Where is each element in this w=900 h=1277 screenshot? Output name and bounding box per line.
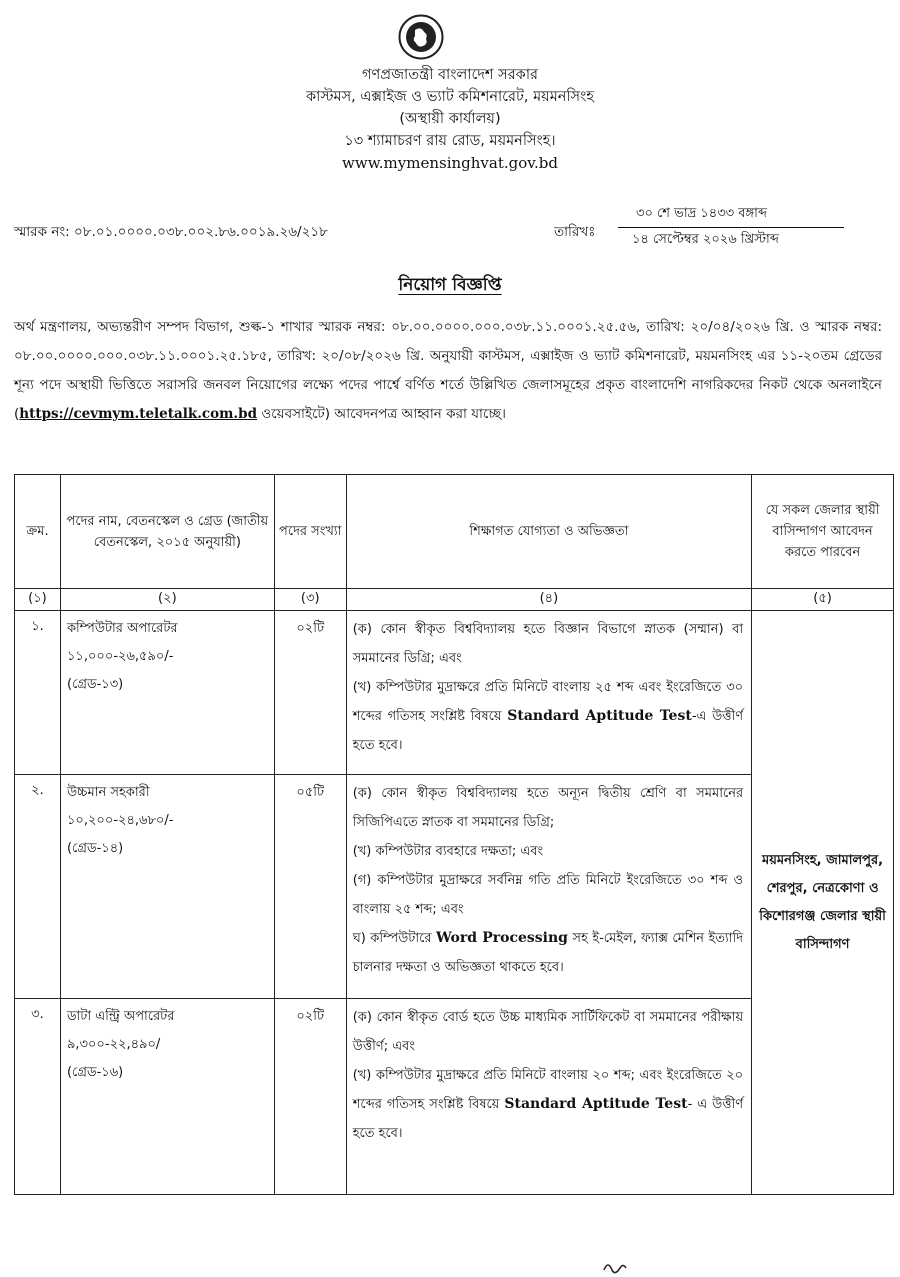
qualification-item: (গ) কম্পিউটার মুদ্রাক্ষরে সর্বনিম্ন গতি প্রতি মিনিটে ইংরেজিতে ৩০ শব্দ ও বাংলায় ২৫ শব্দ; এবং xyxy=(352,873,744,917)
table-header-row xyxy=(15,475,894,589)
row-qualification xyxy=(346,775,751,999)
date-label: তারিখঃ xyxy=(554,224,596,240)
row-qualification xyxy=(346,611,751,775)
qualification-text: (খ) কম্পিউটার মুদ্রাক্ষরে প্রতি মিনিটে বাংলায় ২০ শব্দ; এবং ইংরেজিতে ২০ শব্দের গতিসহ সংশ্লিষ্ট বিষয়ে xyxy=(352,1068,744,1112)
qualification-item xyxy=(353,924,743,982)
post-scale: ১০,২০০-২৪,৬৮০/- xyxy=(66,813,174,828)
notice-title-wrap xyxy=(0,272,900,300)
qualification-text: -এ উত্তীর্ণ হতে হবে। xyxy=(352,709,744,753)
col-number: (৪) xyxy=(346,589,751,611)
date-gregorian: ১৪ সেপ্টেম্বর ২০২৬ খ্রিস্টাব্দ xyxy=(632,232,779,247)
col-number: (৫) xyxy=(752,589,894,611)
date-block xyxy=(618,204,844,249)
row-post xyxy=(60,775,274,999)
qualification-text: ঘ) কম্পিউটারে xyxy=(352,931,436,946)
post-grade: (গ্রেড-১৬) xyxy=(66,1065,124,1080)
post-count: ০৫টি xyxy=(274,775,346,999)
post-name: ডাটা এন্ট্রি অপারেটর xyxy=(66,1009,175,1024)
table-row xyxy=(15,611,894,775)
post-grade: (গ্রেড-১৪) xyxy=(66,841,124,856)
signature-mark-icon xyxy=(600,1256,640,1276)
eligible-districts: ময়মনসিংহ, জামালপুর, শেরপুর, নেত্রকোণা ও কিশোরগঞ্জ জেলার স্থায়ী বাসিন্দাগণ xyxy=(752,611,894,1195)
post-scale: ১১,০০০-২৬,৫৯০/- xyxy=(66,649,174,664)
post-count: ০২টি xyxy=(274,999,346,1195)
qualification-text: (খ) কম্পিউটার মুদ্রাক্ষরে প্রতি মিনিটে বাংলায় ২৫ শব্দ এবং ইংরেজিতে ৩০ শব্দের গতিসহ সংশ্লিষ্ট বিষয়ে xyxy=(352,680,744,724)
post-name: উচ্চমান সহকারী xyxy=(66,785,150,800)
qualification-test-name: Standard Aptitude Test xyxy=(504,1096,688,1112)
date-divider xyxy=(618,227,844,228)
header-post: পদের নাম, বেতনস্কেল ও গ্রেড (জাতীয় বেতনস্কেল, ২০১৫ অনুযায়ী) xyxy=(60,475,274,589)
qualification-item: (ক) কোন স্বীকৃত বিশ্ববিদ্যালয় হতে অন্যূন দ্বিতীয় শ্রেণি বা সমমানের সিজিপিএতে স্নাতক বা সমমানের ডিগ্রি; xyxy=(352,786,744,830)
qualification-item xyxy=(353,673,743,760)
memo-reference: স্মারক নং: ০৮.০১.০০০০.০৩৮.০০২.৮৬.০০১৯.২৬/২১৮ xyxy=(14,224,328,240)
row-post xyxy=(60,999,274,1195)
row-serial: ২. xyxy=(15,775,61,999)
qualification-item xyxy=(353,1061,743,1148)
header-serial: ক্রম. xyxy=(15,475,61,589)
qualification-item: (খ) কম্পিউটার ব্যবহারে দক্ষতা; এবং xyxy=(352,844,544,859)
intro-text: অর্থ মন্ত্রণালয়, অভ্যন্তরীণ সম্পদ বিভাগ, শুল্ক-১ শাখার স্মারক নম্বর: ০৮.০০.০০০০.০০০.০৩৮.১১.০০০১.২৫.৫৬, তারিখ: ২০/০৪/২০২৬ খ্রি. ও স্মারক নম্বর: ০৮.০০.০০০০.০০০.০৩৮.১১.০০০১.২৫.১৮৫, তারিখ: ২০/০৮/২০২৬ খ্রি. অনুযায়ী কাস্টমস, এক্সাইজ ও ভ্যাট কমিশনারেট, ময়মনসিংহ এর ১১-২০তম গ্রেডের শূন্য পদে অস্থায়ী ভিত্তিতে সরাসরি জনবল নিয়োগের লক্ষ্যে পদের পার্শ্বে বর্ণিত শর্তে উল্লিখিত জেলাসমূহের প্রকৃত বাংলাদেশি নাগরিকদের নিকট থেকে অনলাইনে ( xyxy=(14,319,882,422)
col-number: (১) xyxy=(15,589,61,611)
col-number: (৩) xyxy=(274,589,346,611)
header-line-address: ১৩ শ্যামাচরণ রায় রোড, ময়মনসিংহ। xyxy=(344,133,556,149)
col-number: (২) xyxy=(60,589,274,611)
row-serial: ৩. xyxy=(15,999,61,1195)
post-name: কম্পিউটার অপারেটর xyxy=(66,621,178,636)
header-districts: যে সকল জেলার স্থায়ী বাসিন্দাগণ আবেদন করতে পারবেন xyxy=(752,475,894,589)
header-line-government: গণপ্রজাতন্ত্রী বাংলাদেশ সরকার xyxy=(361,67,538,83)
row-qualification xyxy=(346,999,751,1195)
post-scale: ৯,৩০০-২২,৪৯০/ xyxy=(66,1037,161,1052)
row-serial: ১. xyxy=(15,611,61,775)
post-grade: (গ্রেড-১৩) xyxy=(66,677,124,692)
intro-text-after: ওয়েবসাইটে) আবেদনপত্র আহ্বান করা যাচ্ছে। xyxy=(257,406,506,422)
notice-title: নিয়োগ বিজ্ঞপ্তি xyxy=(398,275,502,295)
header-count: পদের সংখ্যা xyxy=(274,475,346,589)
intro-paragraph xyxy=(14,313,882,429)
application-website-link[interactable]: https://cevmym.teletalk.com.bd xyxy=(19,406,258,422)
header-line-commissionerate: কাস্টমস, এক্সাইজ ও ভ্যাট কমিশনারেট, ময়মনসিংহ xyxy=(306,89,594,105)
vacancy-table xyxy=(14,474,894,1195)
qualification-text: সহ ই-মেইল, ফ্যাক্স মেশিন ইত্যাদি চালনার দক্ষতা ও অভিজ্ঞতা থাকতে হবে। xyxy=(352,931,744,975)
header-qualification: শিক্ষাগত যোগ্যতা ও অভিজ্ঞতা xyxy=(346,475,751,589)
government-emblem-icon xyxy=(398,14,444,60)
column-number-row xyxy=(15,589,894,611)
qualification-item: (ক) কোন স্বীকৃত বোর্ড হতে উচ্চ মাধ্যমিক সার্টিফিকেট বা সমমানের পরীক্ষায় উত্তীর্ণ; এবং xyxy=(352,1010,744,1054)
qualification-skill-name: Word Processing xyxy=(435,930,568,946)
office-header xyxy=(0,64,900,174)
header-line-temporary-office: (অস্থায়ী কার্যালয়) xyxy=(399,111,501,127)
post-count: ০২টি xyxy=(274,611,346,775)
row-post xyxy=(60,611,274,775)
date-bangla: ৩০ শে ভাদ্র ১৪৩৩ বঙ্গাব্দ xyxy=(636,206,768,221)
qualification-text: - এ উত্তীর্ণ হতে হবে। xyxy=(352,1097,744,1141)
header-website-link[interactable]: www.mymensinghvat.gov.bd xyxy=(342,154,558,172)
qualification-test-name: Standard Aptitude Test xyxy=(507,708,692,724)
qualification-item: (ক) কোন স্বীকৃত বিশ্ববিদ্যালয় হতে বিজ্ঞান বিভাগে স্নাতক (সম্মান) বা সমমানের ডিগ্রি; এবং xyxy=(352,622,744,666)
